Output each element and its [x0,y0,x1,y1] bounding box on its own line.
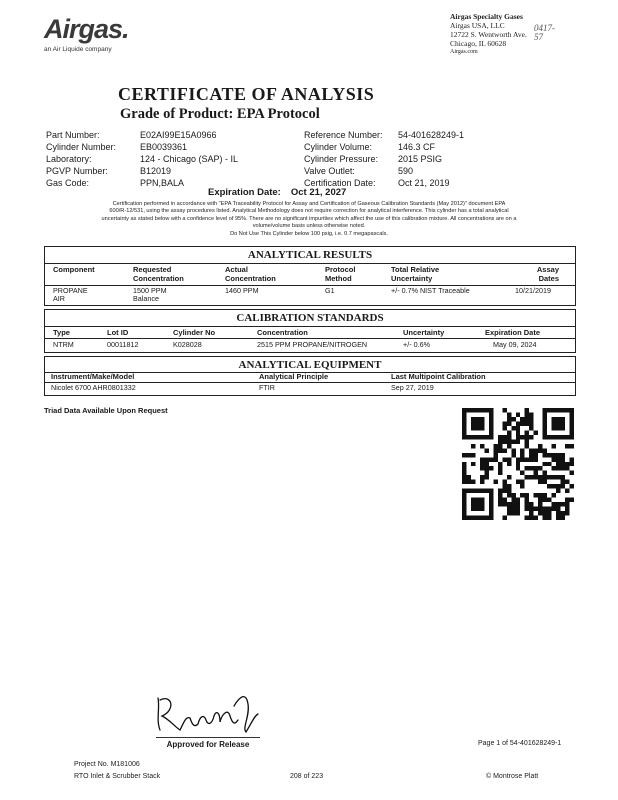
col-header: Lot ID [107,328,129,337]
detail-row: Cylinder Volume: 146.3 CF [304,142,436,152]
table-cell: PROPANE [53,286,88,295]
table-cell: G1 [325,286,335,295]
table-cell: AIR [53,294,65,303]
document-title: CERTIFICATE OF ANALYSIS [118,84,375,104]
page-number: 208 of 223 [290,773,324,780]
detail-row: Cylinder Number: EB0039361 [46,142,188,152]
col-header: Cylinder No [173,328,216,337]
analytical-results-table [44,246,576,306]
table-cell: +/- 0.7% NIST Traceable [391,286,470,295]
col-header: Total Relative Uncertainty [391,265,440,283]
table-cell: 2515 PPM PROPANE/NITROGEN [257,340,368,349]
detail-row: PGVP Number: B12019 [46,166,172,176]
col-header: Expiration Date [485,328,541,337]
table-cell: May 09, 2024 [493,340,537,349]
airgas-logo: Airgas. [44,14,129,44]
table-cell: Balance [133,294,159,303]
approved-for-release: Approved for Release [156,737,260,749]
detail-row: Cylinder Pressure: 2015 PSIG [304,154,443,164]
calibration-standards-table [44,309,576,353]
col-header: Instrument/Make/Model [51,372,135,381]
table-cell: +/- 0.6% [403,340,430,349]
col-header: Type [53,328,70,337]
col-header: Uncertainty [403,328,445,337]
detail-row: Gas Code: PPN,BALA [46,178,185,188]
section-title: ANALYTICAL RESULTS [247,249,373,261]
company-footer: © Montrose Platt [486,773,539,780]
table-cell: 10/21/2019 [515,286,551,295]
details-right [304,129,464,189]
col-header: Analytical Principle [259,372,329,381]
cylinder-number: EB0039361 [140,142,188,152]
certification-date: Oct 21, 2019 [398,178,450,188]
details-left [46,129,238,189]
col-header: Requested Concentration [133,265,184,283]
qr-code-icon [462,408,574,520]
detail-row: Valve Outlet: 590 [304,166,414,176]
cylinder-volume: 146.3 CF [398,142,436,152]
col-header: Assay Dates [536,265,559,283]
table-cell: Nicolet 6700 AHR0801332 [51,383,136,392]
reference-number: 54-401628249-1 [398,130,465,140]
section-title: CALIBRATION STANDARDS [236,312,384,324]
laboratory: 124 - Chicago (SAP) - IL [140,154,239,164]
table-cell: 1460 PPM [225,286,259,295]
detail-row: Certification Date: Oct 21, 2019 [304,178,450,188]
pgvp-number: B12019 [140,166,172,176]
grade-of-product: Grade of Product: EPA Protocol [120,106,320,122]
table-cell: 1500 PPM [133,286,167,295]
detail-row: Laboratory: 124 - Chicago (SAP) - IL [46,154,239,164]
table-cell: Sep 27, 2019 [391,383,434,392]
address-line: 12722 S. Wentworth Ave. [450,30,527,39]
address-line: Airgas USA, LLC [450,21,505,30]
detail-row: Reference Number: 54-401628249-1 [304,130,465,140]
col-header: Protocol Method [325,265,356,283]
analytical-equipment-table [44,356,576,396]
part-number: E02AI99E15A0966 [140,130,217,140]
logo-tagline: an Air Liquide company [44,46,112,53]
cylinder-pressure: 2015 PSIG [398,154,443,164]
site-name: RTO Inlet & Scrubber Stack [74,773,161,780]
triad-note: Triad Data Available Upon Request [44,406,168,415]
col-header: Actual Concentration [225,265,276,283]
handwritten-note: 0417-57 [534,23,555,42]
table-cell: FTIR [259,383,275,392]
address-line: Airgas Specialty Gases [450,12,523,21]
table-cell: K028028 [173,340,202,349]
table-cell: 00011812 [107,340,139,349]
section-title: ANALYTICAL EQUIPMENT [238,359,382,371]
certification-statement: Certification performed in accordance with "EPA Traceability Protocol for Assay and Certification of Gaseous Calibration Standards (May 2012)" document EPA 600/R-12/531, using the assay procedures listed. Analytical Methodology does not require correction for analytical interference. This cylinder has a total analytical uncertainty as stated below with a confidence level of 95%. There are no significant impurities which affect the use of this calibration mixture. All concentrations are on a volume/volume basis unless otherwise noted. Do Not Use This Cylinder below 100 psig, i.e. 0.7 megapascals. [101,201,517,237]
address-line: Chicago, IL 60628 [450,39,507,48]
supplier-address [450,12,555,57]
expiration-date: Expiration Date: Oct 21, 2027 [208,187,347,198]
page-reference: Page 1 of 54-401628249-1 [478,740,562,747]
col-header: Concentration [257,328,308,337]
table-cell: NTRM [53,340,74,349]
detail-row: Part Number: E02AI99E15A0966 [46,130,217,140]
expiration-value: Oct 21, 2027 [290,187,347,198]
signature-icon [150,686,270,738]
col-header: Component [53,265,95,274]
valve-outlet: 590 [398,166,414,176]
project-number: Project No. M181006 [74,761,140,768]
address-line: Airgas.com [450,49,478,55]
col-header: Last Multipoint Calibration [391,372,486,381]
gas-code: PPN,BALA [140,178,185,188]
